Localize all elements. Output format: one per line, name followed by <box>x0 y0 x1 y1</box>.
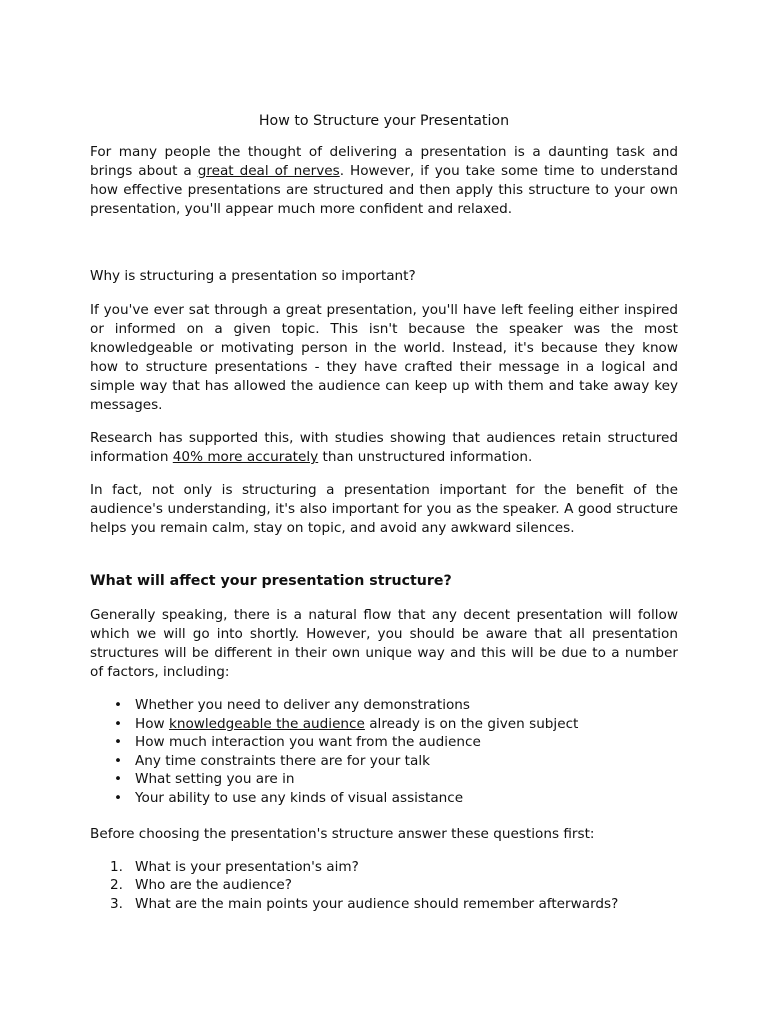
paragraph-natural-flow: Generally speaking, there is a natural flow that any decent presentation will follow which we will go into shortly. However, you should be aware that all presentation structures will be different in their own unique way and this will be due to a number of factors, including: <box>90 607 678 680</box>
list-item <box>90 733 678 752</box>
list-item-text: What are the main points your audience should remember afterwards? <box>135 895 619 912</box>
section-question: Why is structuring a presentation so important? <box>90 268 416 284</box>
list-item-text: How <box>135 715 169 732</box>
list-item <box>90 876 678 895</box>
intro-text-end: . However, if you take some time to understand how effective presentations are structured and then apply this structure to your own presentation, you'll appear much more confident and relaxed. <box>90 163 678 217</box>
intro-paragraph <box>90 143 678 219</box>
list-number: 1. <box>110 858 123 875</box>
list-item <box>90 895 678 914</box>
knowledgeable-audience-link[interactable]: knowledgeable the audience <box>168 715 365 732</box>
list-item-text: What setting you are in <box>135 771 295 788</box>
list-item-text: Whether you need to deliver any demonstrations <box>135 697 470 713</box>
bullet-marker: • <box>114 771 123 788</box>
list-item-text: Who are the audience? <box>135 877 293 894</box>
paragraph-great-presentation: If you've ever sat through a great presentation, you'll have left feeling either inspired or informed on a given topic. This isn't because the speaker was the most knowledgeable or motivating person in the world. Instead, it's because they know how to structure presentations - they have crafted their message in a logical and simple way that has allowed the audience can keep up with them and take away key messages. <box>90 302 678 413</box>
paragraph-speaker-benefit: In fact, not only is structuring a presentation important for the benefit of the audience's understanding, it's also important for you as the speaker. A good structure helps you remain calm, stay on topic, and avoid any awkward silences. <box>90 482 678 536</box>
list-number: 3. <box>110 895 123 912</box>
list-item-text: Your ability to use any kinds of visual assistance <box>135 789 464 806</box>
factors-list <box>90 696 678 808</box>
list-number: 2. <box>110 877 123 894</box>
research-text-end: than unstructured information. <box>318 449 533 465</box>
bullet-marker: • <box>114 789 123 806</box>
list-item <box>90 770 678 789</box>
intro-text-start: For many people the thought of delivering a presentation is a daunting task and brings about a <box>90 144 678 179</box>
list-item <box>90 789 678 808</box>
research-text-start: Research has supported this, with studies showing that audiences retain structured information <box>90 430 678 465</box>
paragraph-research <box>90 429 678 467</box>
accuracy-link[interactable]: 40% more accurately <box>172 449 319 465</box>
bullet-marker: • <box>114 715 123 732</box>
nerves-link[interactable]: great deal of nerves <box>197 163 340 179</box>
list-item-text-end: already is on the given subject <box>364 715 579 732</box>
list-item <box>90 858 678 877</box>
bullet-marker: • <box>114 752 123 769</box>
questions-list <box>90 858 678 914</box>
bullet-marker: • <box>114 697 123 713</box>
list-item-text: Any time constraints there are for your talk <box>135 752 430 769</box>
list-item <box>90 715 678 734</box>
bullet-marker: • <box>114 734 123 751</box>
list-item <box>90 696 678 715</box>
list-item <box>90 752 678 771</box>
list-item-text: How much interaction you want from the audience <box>135 734 481 751</box>
page-title: How to Structure your Presentation <box>258 113 510 129</box>
list-item-text: What is your presentation's aim? <box>135 858 359 875</box>
paragraph-before-choosing: Before choosing the presentation's structure answer these questions first: <box>90 825 595 842</box>
section-heading: What will affect your presentation structure? <box>90 573 452 589</box>
document-body <box>90 112 678 913</box>
